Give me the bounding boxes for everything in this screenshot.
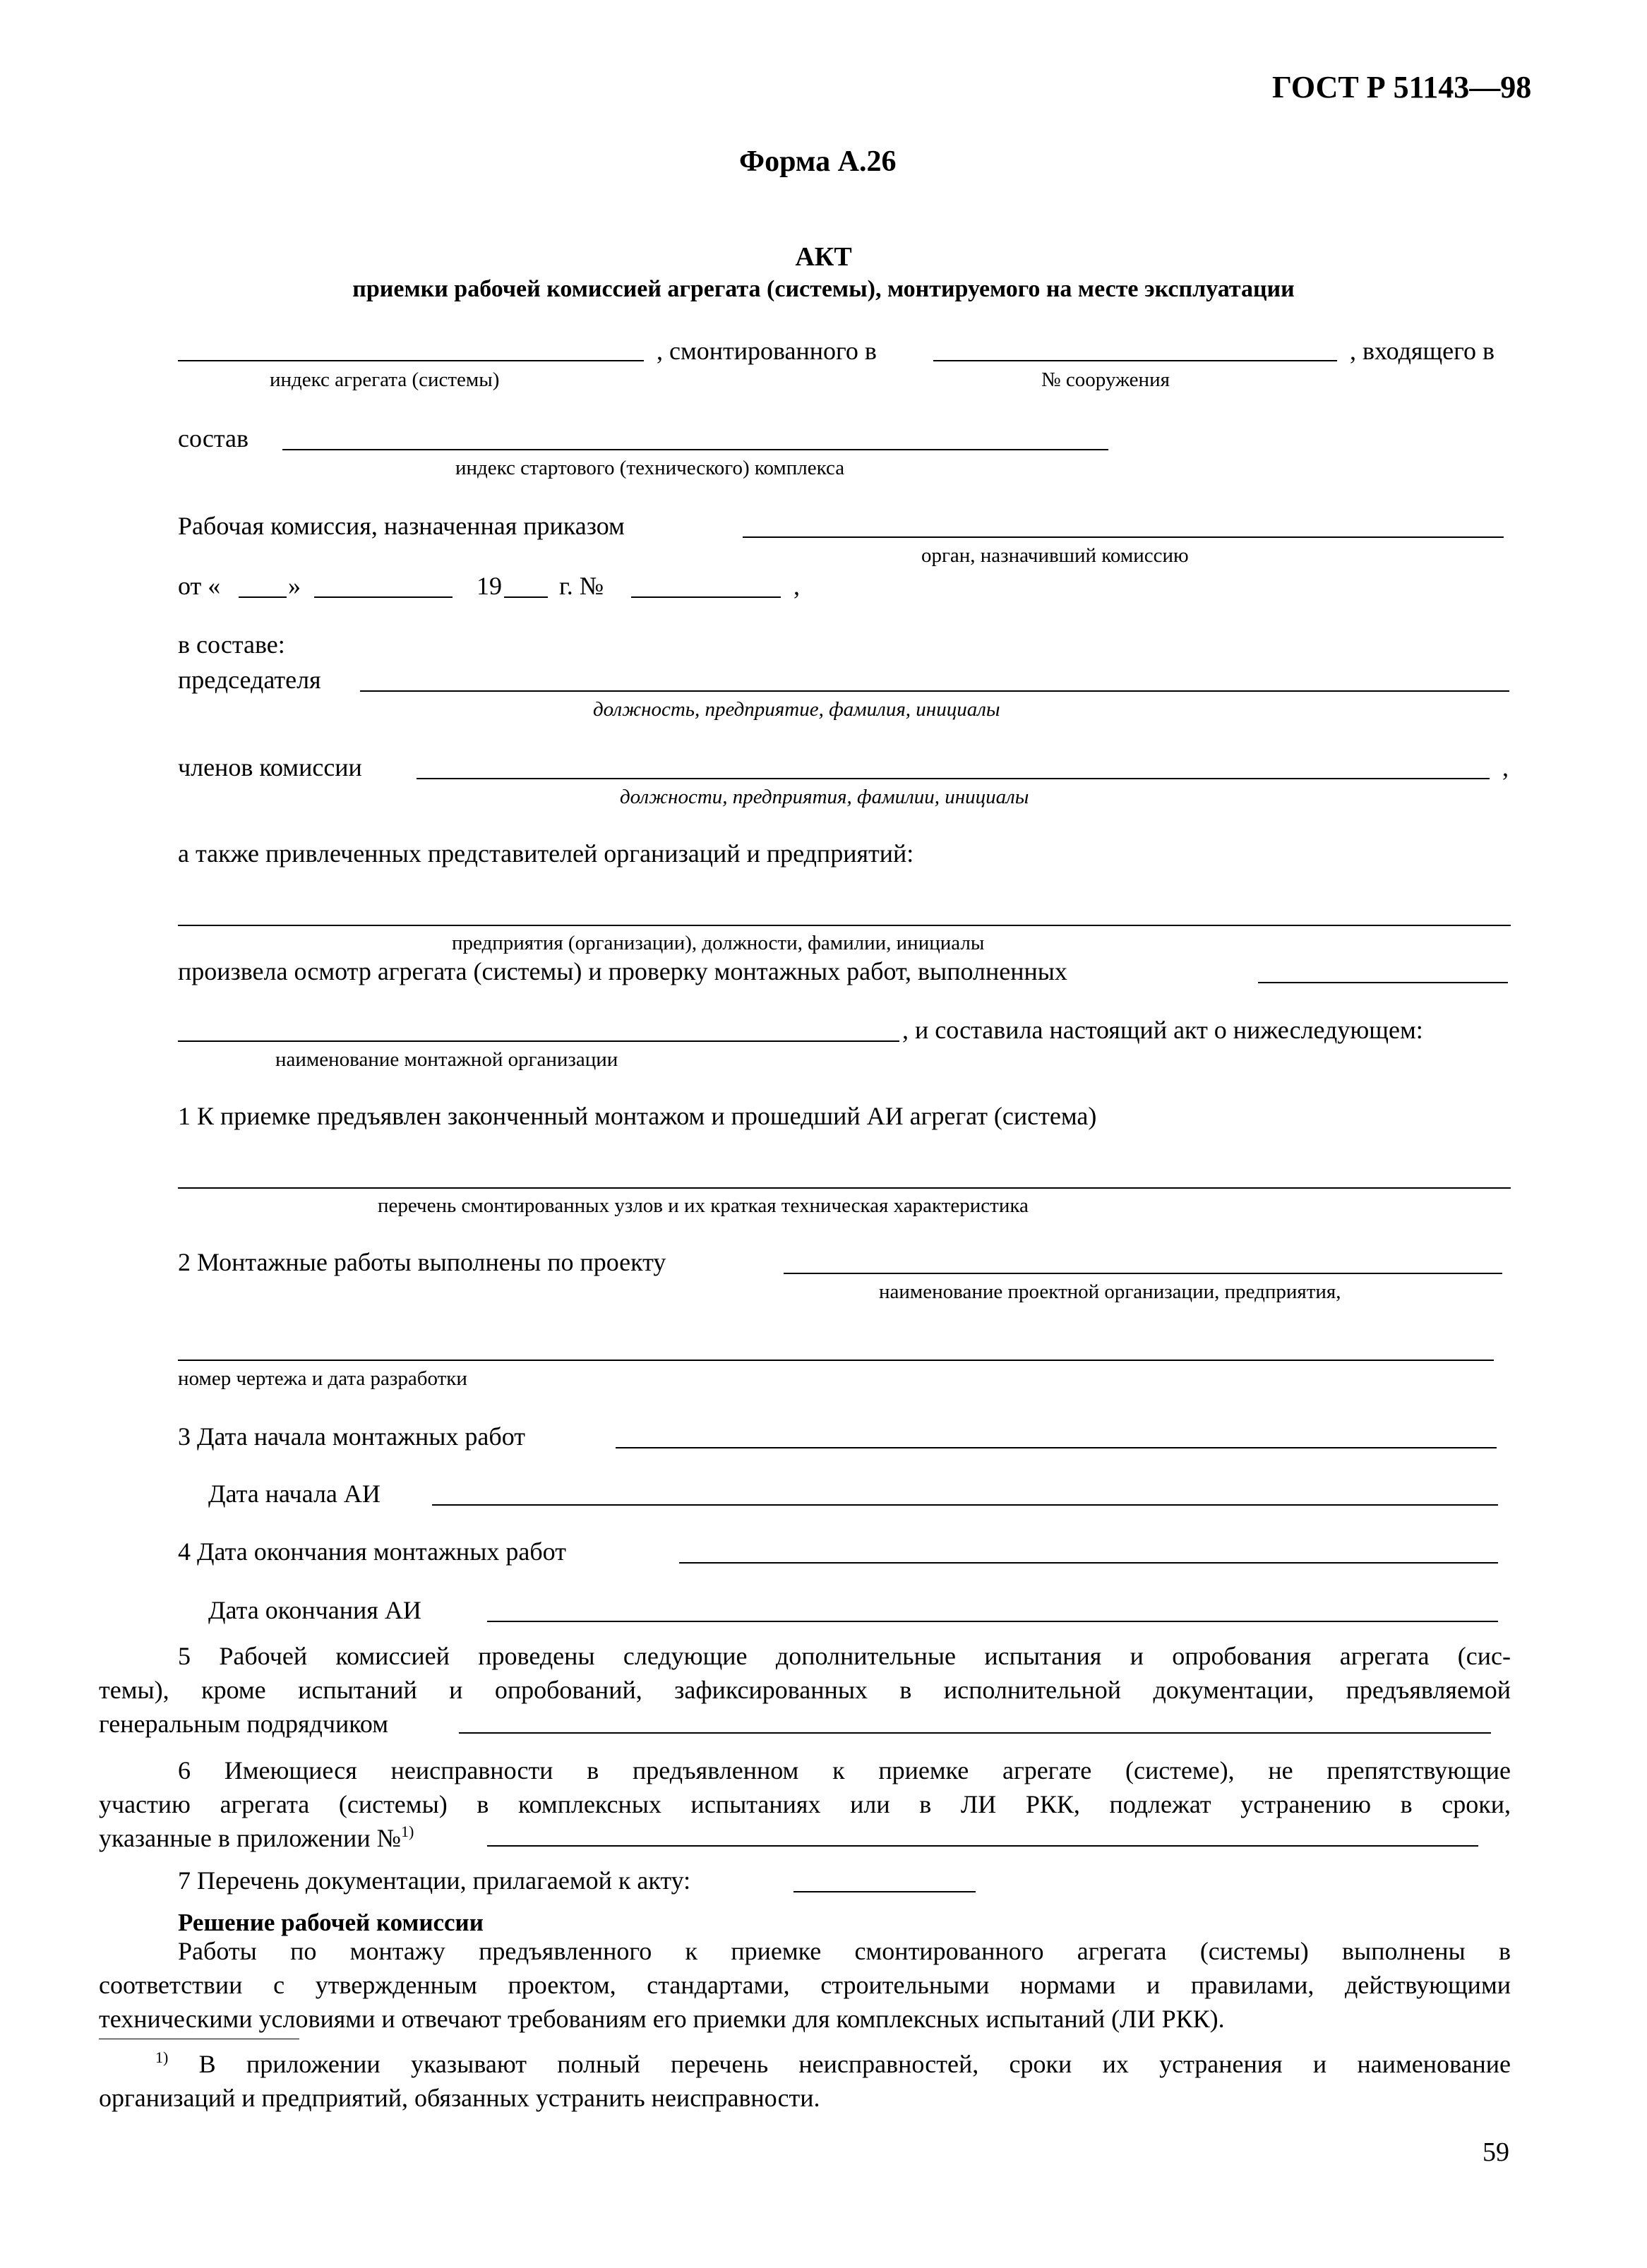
composition-label: в составе: [178, 630, 285, 659]
chairman-label: председателя [178, 666, 321, 694]
item-4-text: 4 Дата окончания монтажных работ [178, 1537, 566, 1566]
decision-paragraph [178, 1934, 1511, 1968]
standard-number: ГОСТ Р 51143—98 [1272, 70, 1532, 104]
act-compiled-text: , и составила настоящий акт о нижеследующем: [902, 1016, 1423, 1044]
contractor-field-1[interactable] [1258, 982, 1508, 983]
decision-line-1: Работы по монтажу предъявленного к приемке смонтированного агрегата (системы) выполнены в [178, 1937, 1511, 1965]
item-7-field[interactable] [793, 1891, 976, 1892]
footnote-ref: 1) [400, 1823, 414, 1840]
item-2-text: 2 Монтажные работы выполнены по проекту [178, 1248, 666, 1276]
ai-end-field[interactable] [487, 1621, 1498, 1622]
members-comma: , [1502, 753, 1509, 781]
item-5-field[interactable] [459, 1732, 1491, 1734]
members-label: членов комиссии [178, 753, 362, 781]
unit-index-field[interactable] [178, 360, 644, 361]
contractor-field-2[interactable] [178, 1040, 899, 1042]
composition-complex-label: состав [178, 424, 249, 452]
installation-end-field[interactable] [679, 1562, 1498, 1564]
invited-label: а также привлеченных представителей организаций и предприятий: [178, 839, 914, 868]
footnote-mark: 1) [155, 2048, 169, 2066]
act-subtitle: приемки рабочей комиссией агрегата (системы), монтируемого на месте эксплуатации [352, 276, 1295, 302]
item-1-field[interactable] [178, 1187, 1511, 1189]
order-number-field[interactable] [631, 596, 781, 598]
item-6-paragraph [178, 1753, 1511, 1787]
invited-caption: предприятия (организации), должности, фамилии, инициалы [452, 932, 985, 954]
item-5-line-3: генеральным подрядчиком [99, 1710, 388, 1738]
year-prefix: 19 [477, 572, 502, 600]
item-4b-text: Дата окончания АИ [208, 1596, 421, 1624]
month-field[interactable] [314, 596, 453, 598]
chairman-field[interactable] [360, 690, 1509, 692]
unit-index-caption: индекс агрегата (системы) [270, 368, 500, 391]
item-6-line-2: участию агрегата (системы) в комплексных испытаниях или в ЛИ РКК, подлежат устранению в сроки, [99, 1790, 1511, 1818]
item-3-text: 3 Дата начала монтажных работ [178, 1422, 525, 1451]
footnote-paragraph [155, 2047, 1511, 2081]
item-5-line-3-wrap [99, 1707, 1511, 1741]
commission-order-label: Рабочая комиссия, назначенная приказом [178, 512, 625, 540]
footnote-continuation [99, 2081, 1511, 2115]
invited-field[interactable] [178, 925, 1511, 926]
project-field-2[interactable] [178, 1360, 1494, 1361]
item-5-paragraph [178, 1639, 1511, 1673]
item-5-continuation [99, 1673, 1511, 1741]
decision-continuation [99, 1968, 1511, 2036]
page-number: 59 [1483, 2137, 1509, 2167]
decision-heading: Решение рабочей комиссии [178, 1909, 484, 1936]
launch-complex-field[interactable] [282, 449, 1108, 450]
day-field[interactable] [239, 596, 287, 598]
act-title: АКТ [795, 242, 852, 272]
item-6-line-3-wrap [99, 1821, 1511, 1855]
appointing-body-caption: орган, назначивший комиссию [921, 544, 1189, 567]
form-number: Форма А.26 [739, 145, 897, 178]
year-field[interactable] [504, 596, 548, 598]
item-5-line-2: темы), кроме испытаний и опробований, зафиксированных в исполнительной документации, предъявляемой [99, 1676, 1511, 1704]
installation-start-field[interactable] [616, 1447, 1497, 1448]
item-1-caption: перечень смонтированных узлов и их краткая техническая характеристика [378, 1194, 1029, 1217]
item-3b-text: Дата начала АИ [208, 1480, 381, 1508]
item-7-text: 7 Перечень документации, прилагаемой к акту: [178, 1866, 691, 1895]
item-6-line-1: 6 Имеющиеся неисправности в предъявленном к приемке агрегате (системе), не препятствующие [178, 1756, 1511, 1784]
decision-line-3: техническими условиями и отвечают требованиям его приемки для комплексных испытаний (ЛИ РКК). [99, 2005, 1225, 2033]
drawing-caption: номер чертежа и дата разработки [178, 1367, 467, 1390]
inspection-text: произвела осмотр агрегата (системы) и проверку монтажных работ, выполненных [178, 957, 1067, 985]
chairman-caption: должность, предприятие, фамилия, инициалы [593, 698, 1000, 721]
date-from-label: от « [178, 572, 221, 600]
order-number-label: г. № [559, 572, 604, 600]
project-caption: наименование проектной организации, предприятия, [879, 1280, 1341, 1303]
structure-number-field[interactable] [933, 360, 1337, 361]
item-6-field[interactable] [487, 1845, 1478, 1847]
ai-start-field[interactable] [432, 1504, 1498, 1506]
mounted-in-label: , смонтированного в [657, 337, 877, 365]
part-of-label: , входящего в [1350, 337, 1495, 365]
members-field[interactable] [417, 778, 1490, 779]
contractor-caption: наименование монтажной организации [275, 1048, 618, 1071]
footnote-line-2: организаций и предприятий, обязанных устранить неисправности. [99, 2084, 820, 2112]
structure-number-caption: № сооружения [1041, 368, 1170, 391]
item-1-text: 1 К приемке предъявлен законченный монтажом и прошедший АИ агрегат (система) [178, 1102, 1097, 1130]
item-5-line-1: 5 Рабочей комиссией проведены следующие дополнительные испытания и опробования агрегата (сис- [178, 1642, 1511, 1670]
decision-line-2: соответствии с утвержденным проектом, стандартами, строительными нормами и правилами, действующими [99, 1971, 1511, 1999]
footnote-line-1-wrap [155, 2047, 1511, 2081]
date-quote-close: » [288, 572, 301, 600]
project-field-1[interactable] [784, 1273, 1502, 1274]
launch-complex-caption: индекс стартового (технического) комплекса [455, 457, 845, 479]
appointing-body-field[interactable] [743, 536, 1504, 538]
footnote-line-1: В приложении указывают полный перечень неисправностей, сроки их устранения и наименование [168, 2050, 1511, 2078]
members-caption: должности, предприятия, фамилии, инициалы [620, 786, 1029, 808]
order-comma: , [793, 572, 800, 600]
item-6-line-3: указанные в приложении № [99, 1824, 401, 1852]
